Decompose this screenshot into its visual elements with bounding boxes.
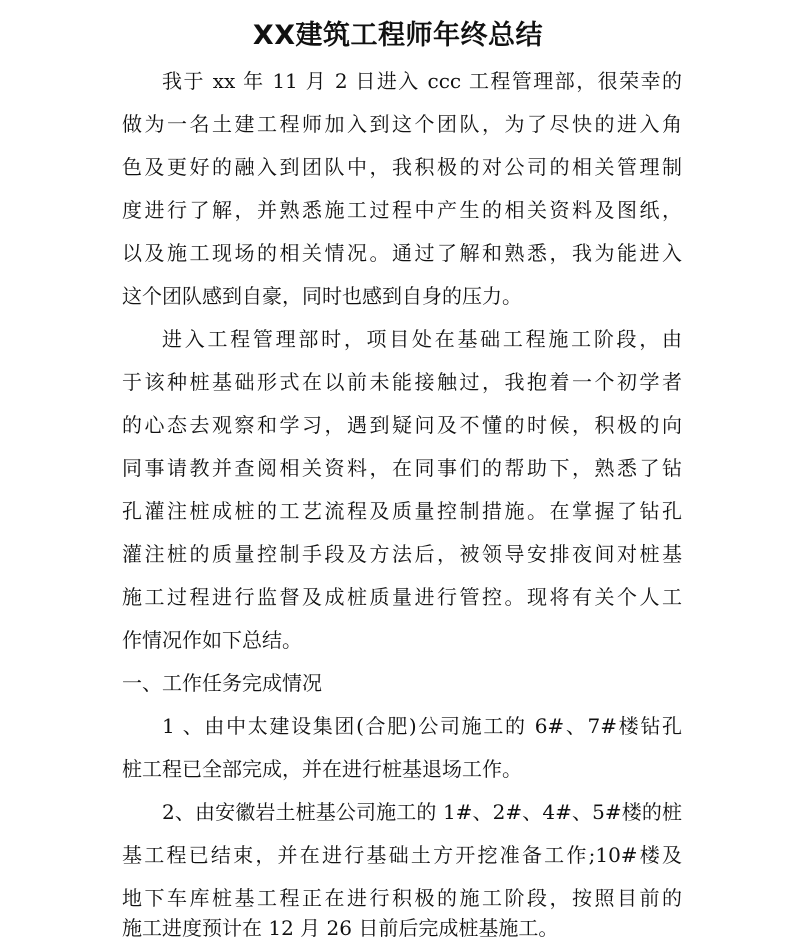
item-1-line-2: 桩工程已全部完成，并在进行桩基退场工作。 <box>122 757 522 781</box>
paragraph-1-line-5: 以及施工现场的相关情况。通过了解和熟悉，我为能进入 <box>122 241 682 265</box>
paragraph-1-line-6: 这个团队感到自豪，同时也感到自身的压力。 <box>122 284 522 308</box>
section-heading: 一、工作任务完成情况 <box>122 671 322 695</box>
paragraph-2-line-1: 进入工程管理部时，项目处在基础工程施工阶段，由 <box>162 327 682 351</box>
item-1-line-1: 1 、由中太建设集团(合肥)公司施工的 6#、7#楼钻孔 <box>162 714 682 738</box>
item-2-line-1: 2、由安徽岩土桩基公司施工的 1#、2#、4#、5#楼的桩 <box>162 800 682 824</box>
paragraph-2-line-2: 于该种桩基础形式在以前未能接触过，我抱着一个初学者 <box>122 370 682 394</box>
paragraph-2-line-7: 施工过程进行监督及成桩质量进行管控。现将有关个人工 <box>122 585 682 609</box>
paragraph-2-line-8: 作情况作如下总结。 <box>122 628 302 652</box>
item-2-line-3: 地下车库桩基工程正在进行积极的施工阶段，按照目前的 <box>122 886 682 910</box>
paragraph-1-line-2: 做为一名土建工程师加入到这个团队，为了尽快的进入角 <box>122 112 682 136</box>
paragraph-2-line-6: 灌注桩的质量控制手段及方法后，被领导安排夜间对桩基 <box>122 542 682 566</box>
item-2-line-2: 基工程已结束，并在进行基础土方开挖准备工作;10#楼及 <box>122 843 682 867</box>
paragraph-1-line-4: 度进行了解，并熟悉施工过程中产生的相关资料及图纸， <box>122 198 682 222</box>
item-2-line-4: 施工进度预计在 12 月 26 日前后完成桩基施工。 <box>122 916 559 940</box>
document-title: XX建筑工程师年终总结 <box>252 20 544 51</box>
paragraph-2-line-3: 的心态去观察和学习，遇到疑问及不懂的时候，积极的向 <box>122 413 682 437</box>
paragraph-2-line-4: 同事请教并查阅相关资料，在同事们的帮助下，熟悉了钻 <box>122 456 682 480</box>
paragraph-1-line-1: 我于 xx 年 11 月 2 日进入 ccc 工程管理部，很荣幸的 <box>162 69 682 93</box>
paragraph-1-line-3: 色及更好的融入到团队中，我积极的对公司的相关管理制 <box>122 155 682 179</box>
paragraph-2-line-5: 孔灌注桩成桩的工艺流程及质量控制措施。在掌握了钻孔 <box>122 499 682 523</box>
